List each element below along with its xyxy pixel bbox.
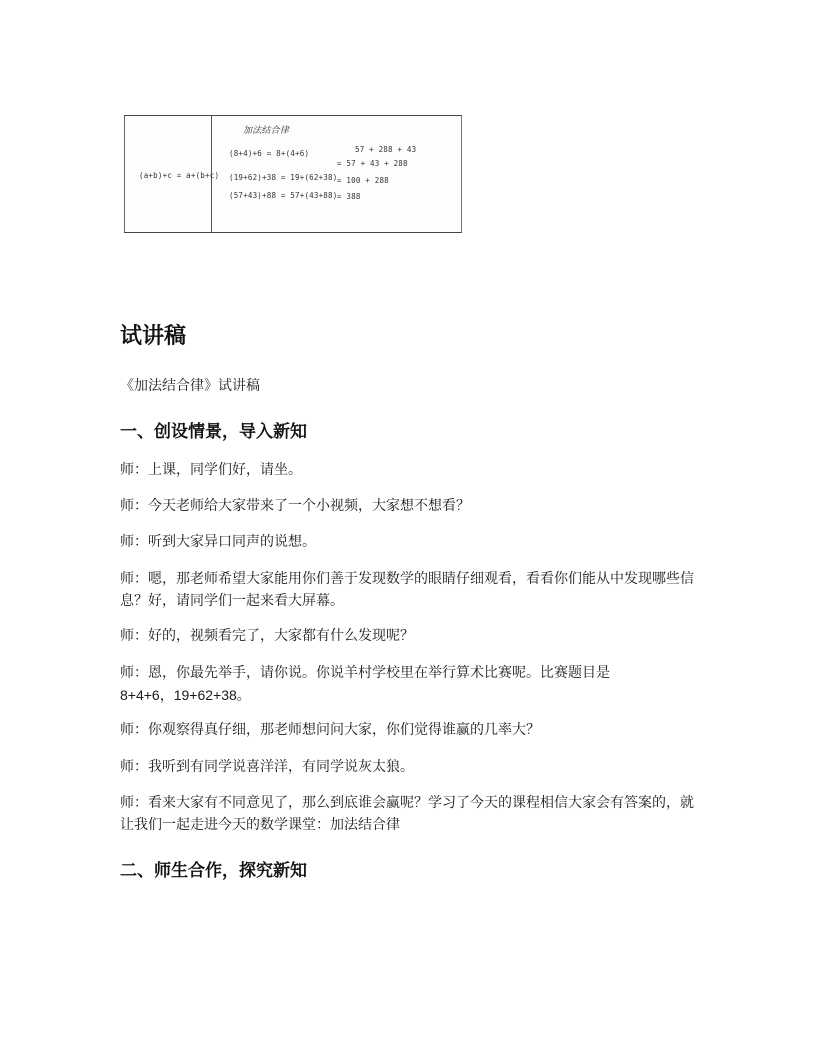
section-heading: 一、创设情景，导入新知: [120, 422, 307, 442]
paragraph: 师：看来大家有不同意见了，那么到底谁会赢呢？学习了今天的课程相信大家会有答案的，就让我们一起走进今天的数学课堂：加法结合律: [120, 795, 694, 833]
section-heading: 二、师生合作，探究新知: [120, 861, 307, 881]
page-title: 试讲稿: [120, 324, 187, 349]
paragraph: 师：嗯，那老师希望大家能用你们善于发现数学的眼睛仔细观看，看看你们能从中发现哪些信息？好，请同学们一起来看大屏幕。: [120, 571, 694, 609]
board-law-formula: (a+b)+c = a+(b+c): [139, 171, 220, 180]
board-calc-line: = 100 + 288: [337, 176, 389, 185]
paragraph: 师：今天老师给大家带来了一个小视频，大家想不想看？: [120, 498, 470, 514]
board-example-row: (8+4)+6 = 8+(4+6): [229, 149, 310, 158]
board-example-row: (57+43)+88 = 57+(43+88): [229, 191, 338, 200]
board-example-row: (19+62)+38 = 19+(62+38): [229, 173, 338, 182]
paragraph: 师：你观察得真仔细，那老师想问问大家，你们觉得谁赢的几率大？: [120, 722, 540, 738]
paragraph-continuation: 8+4+6，19+62+38。: [120, 687, 251, 703]
board-title: 加法结合律: [243, 126, 290, 136]
paragraph: 师：上课，同学们好，请坐。: [120, 462, 302, 478]
paragraph: 师：我听到有同学说喜洋洋，有同学说灰太狼。: [120, 759, 414, 775]
document-subtitle: 《加法结合律》试讲稿: [120, 378, 260, 394]
board-calc-line: = 388: [337, 192, 361, 201]
board-calc-line: 57 + 288 + 43: [355, 145, 417, 154]
paragraph: 师：好的，视频看完了，大家都有什么发现呢？: [120, 628, 414, 644]
paragraph: 师：恩，你最先举手，请你说。你说羊村学校里在举行算术比赛呢。比赛题目是: [120, 665, 610, 681]
board-calc-line: = 57 + 43 + 288: [337, 159, 408, 168]
paragraph: 师：听到大家异口同声的说想。: [120, 534, 316, 550]
blackboard-design-image: [124, 115, 462, 233]
